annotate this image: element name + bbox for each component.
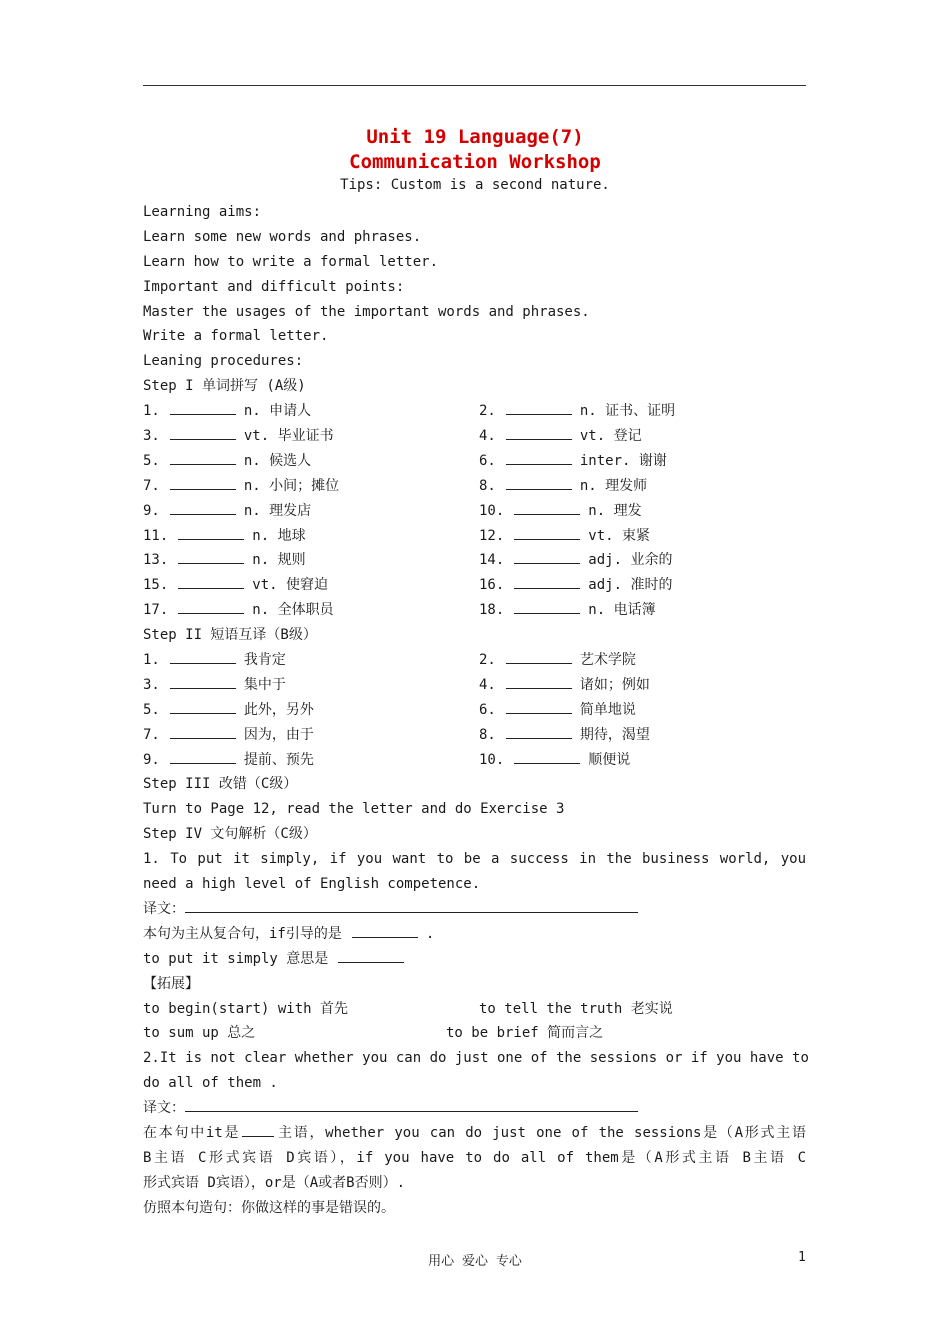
expand-row1-right: to tell the truth 老实说 (479, 1000, 673, 1017)
item-number: 1. (143, 652, 160, 669)
word-spelling-row (143, 524, 806, 549)
answer-blank[interactable] (514, 574, 580, 589)
answer-blank[interactable] (170, 649, 236, 664)
exercise-item (479, 698, 636, 723)
intro-line: Important and difficult points: (143, 278, 405, 295)
item-hint: 简单地说 (579, 701, 636, 718)
answer-blank[interactable] (170, 425, 236, 440)
exercise-item (479, 548, 672, 573)
step1-heading: Step I 单词拼写 (A级) (143, 378, 306, 395)
analysis-part-b: 主语，whether you can do just one of the sessions是（A形式主语 (276, 1124, 806, 1141)
translation1-blank[interactable] (185, 898, 638, 913)
translation2-blank[interactable] (185, 1097, 638, 1112)
answer-blank[interactable] (506, 674, 572, 689)
intro-line: Learning aims: (143, 204, 262, 220)
item-hint: 此外，另外 (243, 701, 314, 718)
answer-blank[interactable] (506, 649, 572, 664)
answer-blank[interactable] (506, 400, 572, 415)
step1-list (143, 399, 806, 623)
item-number: 11. (143, 527, 169, 544)
exercise-item (143, 403, 311, 419)
answer-blank[interactable] (170, 400, 236, 415)
sentence2-line1: 2.It is not clear whether you can do just one of the sessions or if you have to (143, 1050, 809, 1067)
item-number: 3. (143, 676, 160, 693)
item-hint: 诸如；例如 (579, 676, 650, 693)
exercise-item (143, 677, 286, 693)
answer-blank[interactable] (178, 549, 244, 564)
item-hint: 提前、预先 (243, 751, 314, 768)
answer-blank[interactable] (514, 749, 580, 764)
expand-row2-left: to sum up 总之 (143, 1025, 256, 1042)
item-hint: vt. 毕业证书 (243, 428, 334, 445)
answer-blank[interactable] (170, 749, 236, 764)
item-hint: adj. 业余的 (588, 552, 673, 569)
sentence1-line1: 1. To put it simply, if you want to be a success in the business world, you (143, 851, 806, 868)
exercise-item (143, 727, 314, 743)
exercise-item (479, 748, 630, 773)
item-number: 18. (479, 602, 505, 619)
item-hint: 期待，渴望 (579, 726, 650, 743)
answer-blank[interactable] (170, 724, 236, 739)
exercise-item (143, 428, 334, 444)
item-number: 5. (143, 452, 160, 469)
item-number: 2. (479, 652, 496, 669)
item-number: 2. (479, 403, 496, 420)
item-hint: n. 理发店 (243, 502, 312, 519)
item-hint: adj. 准时的 (588, 577, 673, 594)
item-number: 5. (143, 701, 160, 718)
analysis-line-2: B主语 C形式宾语 D宾语），if you have to do all of them是（A形式主语 B主语 C (143, 1149, 806, 1166)
item-hint: inter. 谢谢 (579, 452, 667, 469)
answer-blank[interactable] (506, 699, 572, 714)
exercise-item (479, 723, 650, 748)
item-number: 14. (479, 552, 505, 569)
intro-line: Master the usages of the important words and phrases. (143, 303, 590, 320)
item-number: 8. (479, 477, 496, 494)
answer-blank[interactable] (178, 525, 244, 540)
answer-blank[interactable] (506, 475, 572, 490)
expand-row-1 (143, 997, 806, 1022)
exercise-item (143, 478, 339, 494)
answer-blank[interactable] (178, 599, 244, 614)
exercise-item (479, 474, 647, 499)
item-hint: 集中于 (243, 676, 286, 693)
item-number: 1. (143, 403, 160, 420)
footer-text: 用心 爱心 专心 (428, 1254, 522, 1269)
word-spelling-row (143, 573, 806, 598)
imitate-sentence: 仿照本句造句：你做这样的事是错误的。 (143, 1199, 395, 1216)
answer-blank[interactable] (514, 599, 580, 614)
item-number: 13. (143, 552, 169, 569)
intro-line: Learn how to write a formal letter. (143, 253, 439, 270)
header-rule (143, 85, 806, 86)
exercise-item (143, 552, 306, 568)
item-number: 9. (143, 502, 160, 519)
if-clause-suffix: . (425, 925, 435, 942)
step3-heading: Step III 改错（C级） (143, 776, 298, 793)
exercise-item (143, 528, 306, 544)
answer-blank[interactable] (170, 674, 236, 689)
if-clause-question (143, 922, 806, 947)
step2-list (143, 648, 806, 772)
step3-text: Turn to Page 12, read the letter and do Exercise 3 (143, 801, 565, 818)
item-hint: n. 理发 (588, 502, 642, 519)
item-number: 17. (143, 602, 169, 619)
translation1-label: 译文： (143, 900, 185, 917)
word-spelling-row (143, 399, 806, 424)
answer-blank[interactable] (514, 500, 580, 515)
item-hint: 顺便说 (588, 751, 631, 768)
item-hint: n. 规则 (252, 552, 306, 569)
exercise-item (479, 598, 656, 623)
item-number: 8. (479, 726, 496, 743)
exercise-item (479, 499, 642, 524)
answer-blank[interactable] (170, 450, 236, 465)
word-spelling-row (143, 474, 806, 499)
exercise-item (479, 648, 636, 673)
exercise-item (479, 673, 650, 698)
word-spelling-row (143, 499, 806, 524)
item-hint: n. 申请人 (243, 403, 312, 420)
put-it-simply-blank[interactable] (338, 948, 404, 963)
exercise-item (143, 577, 328, 593)
item-number: 10. (479, 751, 505, 768)
item-number: 9. (143, 751, 160, 768)
item-number: 4. (479, 428, 496, 445)
answer-blank[interactable] (506, 425, 572, 440)
item-hint: vt. 束紧 (588, 527, 651, 544)
tips-line: Tips: Custom is a second nature. (340, 177, 610, 193)
item-number: 3. (143, 428, 160, 445)
intro-line: Learn some new words and phrases. (143, 228, 422, 245)
item-number: 15. (143, 577, 169, 594)
word-spelling-row (143, 424, 806, 449)
exercise-item (479, 424, 642, 449)
word-spelling-row (143, 598, 806, 623)
translation2-label: 译文： (143, 1100, 185, 1117)
phrase-translation-row (143, 698, 806, 723)
put-it-simply-question (143, 947, 806, 972)
it-role-blank[interactable] (242, 1122, 274, 1137)
item-number: 7. (143, 477, 160, 494)
exercise-item (143, 503, 311, 519)
analysis-line-1 (143, 1121, 806, 1146)
answer-blank[interactable] (506, 724, 572, 739)
analysis-line-3: 形式宾语 D宾语），or是（A或者B否则）. (143, 1174, 406, 1191)
exercise-item (479, 399, 675, 424)
intro-line: Write a formal letter. (143, 328, 329, 345)
page-number: 1 (798, 1250, 806, 1265)
item-hint: n. 电话簿 (588, 602, 656, 619)
exercise-item (143, 602, 334, 618)
title-line-2: Communication Workshop (349, 151, 601, 173)
expand-row-2 (143, 1021, 806, 1046)
sentence1-line2: need a high level of English competence. (143, 876, 481, 893)
phrase-translation-row (143, 648, 806, 673)
item-number: 6. (479, 452, 496, 469)
item-hint: n. 全体职员 (252, 602, 334, 619)
phrase-translation-row (143, 748, 806, 773)
translation2 (143, 1096, 806, 1121)
answer-blank[interactable] (514, 549, 580, 564)
phrase-translation-row (143, 673, 806, 698)
exercise-item (143, 453, 311, 469)
body-content (143, 200, 809, 1221)
word-spelling-row (143, 449, 806, 474)
exercise-item (143, 652, 286, 668)
item-hint: n. 证书、证明 (579, 403, 676, 420)
answer-blank[interactable] (170, 475, 236, 490)
item-hint: vt. 登记 (579, 428, 642, 445)
exercise-item (143, 702, 314, 718)
expand-row2-right: to be brief 简而言之 (446, 1025, 604, 1042)
answer-blank[interactable] (514, 525, 580, 540)
exercise-item (479, 524, 650, 549)
answer-blank[interactable] (170, 500, 236, 515)
sentence2-line2: do all of them . (143, 1075, 278, 1092)
item-number: 7. (143, 726, 160, 743)
expand-row1-left: to begin(start) with 首先 (143, 1000, 349, 1017)
intro-section (143, 200, 806, 374)
expand-label: 【拓展】 (143, 975, 199, 992)
item-hint: n. 理发师 (579, 477, 648, 494)
if-clause-blank[interactable] (352, 923, 418, 938)
answer-blank[interactable] (506, 450, 572, 465)
put-it-simply-prefix: to put it simply 意思是 (143, 950, 329, 967)
item-hint: 我肯定 (243, 652, 286, 669)
exercise-item (479, 573, 672, 598)
title-line-1: Unit 19 Language(7) (366, 126, 584, 148)
exercise-item (479, 449, 667, 474)
item-hint: n. 候选人 (243, 452, 312, 469)
item-number: 6. (479, 701, 496, 718)
item-hint: 艺术学院 (579, 652, 636, 669)
if-clause-prefix: 本句为主从复合句，if引导的是 (143, 925, 342, 942)
item-hint: n. 地球 (252, 527, 306, 544)
intro-line: Leaning procedures: (143, 353, 304, 370)
item-number: 12. (479, 527, 505, 544)
phrase-translation-row (143, 723, 806, 748)
answer-blank[interactable] (170, 699, 236, 714)
answer-blank[interactable] (178, 574, 244, 589)
item-number: 10. (479, 502, 505, 519)
item-number: 4. (479, 676, 496, 693)
step4-heading: Step IV 文句解析（C级） (143, 826, 317, 843)
step2-heading: Step II 短语互译（B级） (143, 627, 317, 644)
item-hint: vt. 使窘迫 (252, 577, 329, 594)
exercise-item (143, 752, 314, 768)
word-spelling-row (143, 548, 806, 573)
translation1 (143, 897, 806, 922)
item-number: 16. (479, 577, 505, 594)
item-hint: 因为，由于 (243, 726, 314, 743)
item-hint: n. 小间；摊位 (243, 477, 340, 494)
analysis-part-a: 在本句中it是 (143, 1124, 241, 1141)
